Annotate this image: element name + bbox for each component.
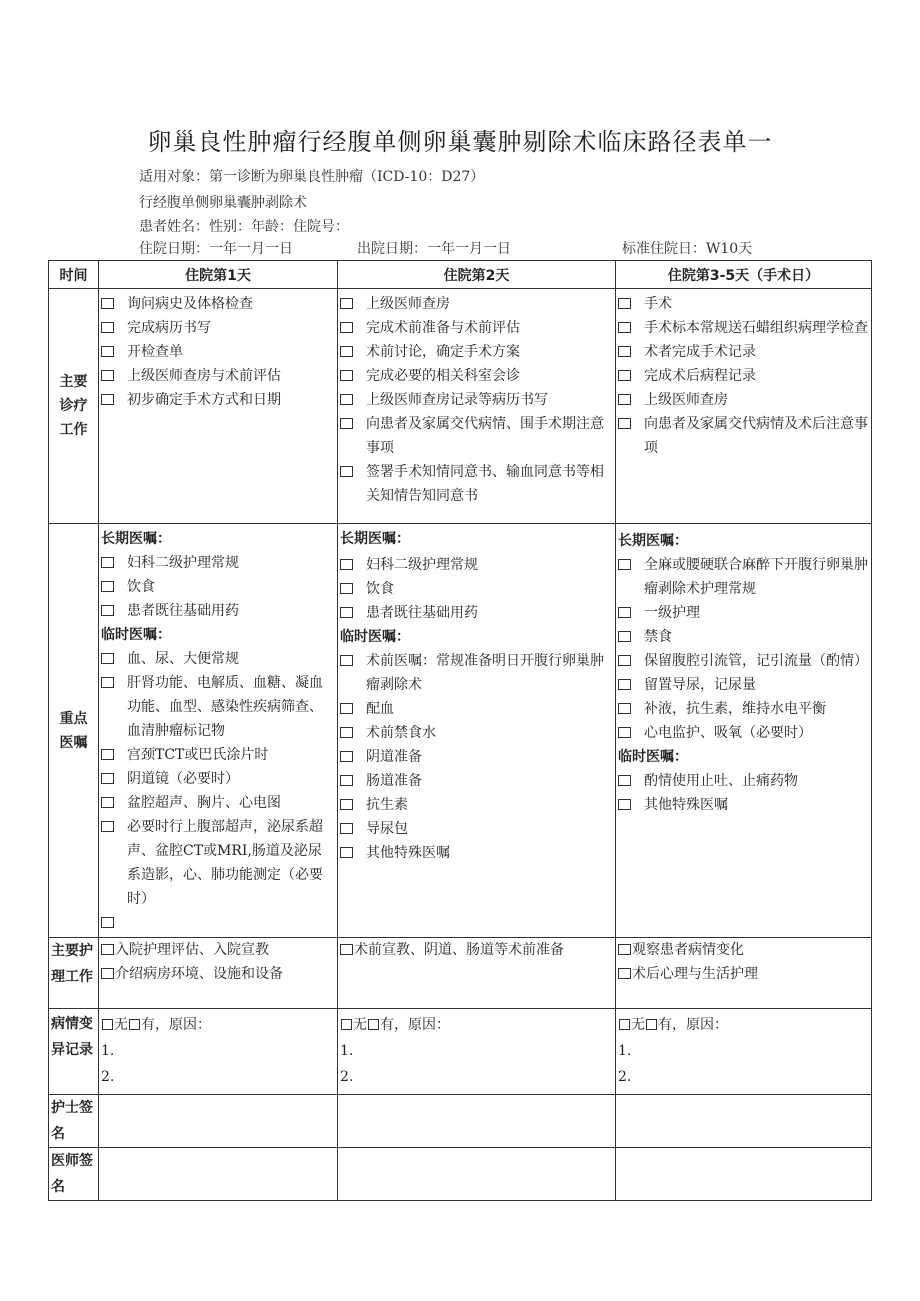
checklist-item-text: 上级医师查房 <box>366 296 450 312</box>
checklist-item <box>101 938 335 962</box>
checkbox[interactable] <box>101 944 114 955</box>
variance-row-label: 病情变异记录 <box>49 1009 99 1095</box>
checkbox[interactable] <box>618 703 631 714</box>
variance-options <box>101 1012 335 1038</box>
orders-day3 <box>616 524 872 938</box>
checklist-item-text: 手术标本常规送石蜡组织病理学检查 <box>644 320 868 336</box>
nursing-day3 <box>616 938 872 1009</box>
nursing-day1 <box>99 938 338 1009</box>
diag-day3 <box>616 289 872 524</box>
checklist-item-text: 禁食 <box>644 629 672 645</box>
checklist-item-text: 上级医师查房 <box>644 392 728 408</box>
variance-yes-label: 有，原因： <box>658 1017 728 1033</box>
checkbox[interactable] <box>340 370 353 381</box>
checklist-item-text: 术前宣教、阴道、肠道等术前准备 <box>354 942 564 958</box>
nurse-sign-day2[interactable] <box>338 1095 616 1148</box>
checkbox[interactable] <box>618 607 631 618</box>
checklist-item-text: 阴道准备 <box>366 749 422 765</box>
checklist-item-text: 饮食 <box>127 579 155 595</box>
clinical-pathway-table <box>48 260 872 1201</box>
checklist-item-text: 开检查单 <box>127 344 183 360</box>
checkbox[interactable] <box>618 322 631 333</box>
variance-yes-label: 有，原因： <box>380 1017 450 1033</box>
checklist-item <box>618 649 869 673</box>
checklist-item-text: 询问病史及体格检查 <box>127 296 253 312</box>
checklist-item-text: 保留腹腔引流管，记引流量（酌情） <box>644 653 868 669</box>
checklist-item <box>618 292 869 316</box>
checklist-item-text <box>127 911 335 928</box>
checkbox-none[interactable] <box>341 1019 352 1030</box>
checklist-item-text: 妇科二级护理常规 <box>127 555 239 571</box>
checklist-item <box>340 817 613 841</box>
orders-day2-temp <box>340 649 613 865</box>
checklist-item <box>340 721 613 745</box>
orders-day3-long <box>618 553 869 745</box>
checklist-item-text: 盆腔超声、胸片、心电图 <box>127 795 281 811</box>
variance-none-label: 无 <box>114 1017 128 1033</box>
checklist-item-text: 术前医嘱：常规准备明日开腹行卵巢肿瘤剥除术 <box>366 653 604 693</box>
document-title: 卵巢良性肿瘤行经腹单侧卵巢囊肿剔除术临床路径表单一 <box>147 128 773 156</box>
variance-options <box>618 1012 869 1038</box>
variance-yes-label: 有，原因： <box>141 1017 211 1033</box>
checklist-item <box>340 697 613 721</box>
doctor-sign-day3[interactable] <box>616 1148 872 1201</box>
checkbox[interactable] <box>101 346 114 357</box>
checklist-item <box>618 697 869 721</box>
checklist-item <box>101 647 335 671</box>
checklist-item <box>340 292 613 316</box>
temporary-orders-label: 临时医嘱： <box>340 629 410 645</box>
long-term-orders-label: 长期医嘱： <box>101 531 171 547</box>
checklist-item-text: 患者既往基础用药 <box>127 603 239 619</box>
admit-date: 住院日期：一年一月一日 <box>139 241 293 257</box>
temporary-orders-label: 临时医嘱： <box>101 627 171 643</box>
checklist-item <box>618 962 869 986</box>
variance-options <box>340 1012 613 1038</box>
checkbox[interactable] <box>618 298 631 309</box>
checkbox[interactable] <box>340 775 353 786</box>
checkbox-none[interactable] <box>102 1019 113 1030</box>
checklist-item <box>340 769 613 793</box>
checklist-item-text: 其他特殊医嘱 <box>366 845 450 861</box>
checklist-item-text: 补液，抗生素，维持水电平衡 <box>644 701 826 717</box>
checkbox-yes[interactable] <box>129 1019 140 1030</box>
checkbox[interactable] <box>340 944 353 955</box>
checkbox[interactable] <box>340 394 353 405</box>
checklist-item <box>618 721 869 745</box>
checklist-item <box>101 551 335 575</box>
checkbox[interactable] <box>340 583 353 594</box>
variance-line-2: 2. <box>340 1069 354 1085</box>
checkbox[interactable] <box>618 799 631 810</box>
checklist-item <box>101 962 335 986</box>
checkbox[interactable] <box>618 559 631 570</box>
checkbox[interactable] <box>340 751 353 762</box>
checklist-item <box>340 841 613 865</box>
checkbox[interactable] <box>618 370 631 381</box>
checklist-item <box>340 412 613 460</box>
variance-line-2: 2. <box>618 1069 632 1085</box>
checklist-item-text: 全麻或腰硬联合麻醉下开腹行卵巢肿瘤剥除术护理常规 <box>644 557 868 597</box>
header-day1: 住院第1天 <box>99 261 338 289</box>
checklist-item <box>618 412 869 460</box>
checkbox[interactable] <box>101 394 114 405</box>
checklist-item-text: 观察患者病情变化 <box>632 942 744 958</box>
checklist-item <box>618 625 869 649</box>
checklist-item <box>340 316 613 340</box>
checkbox[interactable] <box>101 322 114 333</box>
checklist-item <box>618 938 869 962</box>
orders-day1-temp <box>101 647 335 928</box>
checklist-item-text: 肠道准备 <box>366 773 422 789</box>
checklist-item-text: 完成必要的相关科室会诊 <box>366 368 520 384</box>
checkbox[interactable] <box>101 917 114 928</box>
checklist-item <box>101 791 335 815</box>
checkbox[interactable] <box>101 773 114 784</box>
checklist-item-text: 上级医师查房与术前评估 <box>127 368 281 384</box>
nurse-sign-day3[interactable] <box>616 1095 872 1148</box>
checkbox[interactable] <box>340 847 353 858</box>
checklist-item-text: 饮食 <box>366 581 394 597</box>
checklist-item-text: 阴道镜（必要时） <box>127 771 239 787</box>
nursing-row-label: 主要护理工作 <box>49 938 99 1009</box>
checklist-item <box>101 316 335 340</box>
checkbox[interactable] <box>618 394 631 405</box>
doctor-sign-row <box>49 1148 872 1201</box>
discharge-date: 出院日期：一年一月一日 <box>357 241 511 257</box>
doctor-sign-label: 医师签名 <box>49 1148 99 1201</box>
checklist-item <box>618 364 869 388</box>
checklist-item <box>101 292 335 316</box>
checklist-item-text: 其他特殊医嘱 <box>644 797 728 813</box>
checklist-item <box>340 745 613 769</box>
checklist-item <box>340 793 613 817</box>
orders-day3-temp <box>618 769 869 817</box>
checkbox-none[interactable] <box>619 1019 630 1030</box>
checkbox[interactable] <box>618 346 631 357</box>
header-day3: 住院第3-5天（手术日） <box>616 261 872 289</box>
nursing-row <box>49 938 872 1009</box>
checkbox[interactable] <box>618 775 631 786</box>
checklist-item-text: 必要时行上腹部超声，泌尿系超声、盆腔CT或MRI,肠道及泌尿系造影，心、肺功能测定（必要时） <box>127 819 323 907</box>
checklist-item <box>340 388 613 412</box>
orders-day1-long <box>101 551 335 623</box>
orders-day2 <box>338 524 616 938</box>
nurse-sign-row <box>49 1095 872 1148</box>
temporary-orders-label: 临时医嘱： <box>618 749 688 765</box>
checkbox[interactable] <box>340 322 353 333</box>
checklist-item <box>101 340 335 364</box>
variance-day1 <box>99 1009 338 1095</box>
checkbox[interactable] <box>101 749 114 760</box>
checklist-item <box>340 364 613 388</box>
checklist-item <box>101 671 335 743</box>
checklist-item-text: 导尿包 <box>366 821 408 837</box>
checkbox[interactable] <box>101 797 114 808</box>
checkbox[interactable] <box>618 679 631 690</box>
diag-day2 <box>338 289 616 524</box>
checklist-item <box>618 316 869 340</box>
checkbox[interactable] <box>101 370 114 381</box>
checkbox[interactable] <box>340 703 353 714</box>
checklist-item-text: 患者既往基础用药 <box>366 605 478 621</box>
checklist-item-text: 酌情使用止吐、止痛药物 <box>644 773 798 789</box>
nurse-sign-label: 护士签名 <box>49 1095 99 1148</box>
checklist-item <box>101 743 335 767</box>
nurse-sign-day1[interactable] <box>99 1095 338 1148</box>
checkbox-yes[interactable] <box>368 1019 379 1030</box>
header-row <box>49 261 872 289</box>
checklist-item <box>340 577 613 601</box>
checklist-item-text: 完成术前准备与术前评估 <box>366 320 520 336</box>
checkbox[interactable] <box>340 607 353 618</box>
checklist-item-text: 手术 <box>644 296 672 312</box>
checklist-item <box>340 460 613 508</box>
checklist-item-text: 肝肾功能、电解质、血糖、凝血功能、血型、感染性疾病筛查、血清肿瘤标记物 <box>127 675 323 739</box>
orders-row <box>49 524 872 938</box>
checklist-item <box>101 815 335 911</box>
checklist-item-text: 配血 <box>366 701 394 717</box>
checkbox[interactable] <box>618 631 631 642</box>
checklist-item-text: 留置导尿，记尿量 <box>644 677 756 693</box>
variance-line-1: 1. <box>101 1043 115 1059</box>
header-day2: 住院第2天 <box>338 261 616 289</box>
checkbox-yes[interactable] <box>646 1019 657 1030</box>
checklist-item-text: 完成病历书写 <box>127 320 211 336</box>
checkbox[interactable] <box>340 298 353 309</box>
checkbox[interactable] <box>618 418 631 429</box>
checklist-item-text: 签署手术知情同意书、输血同意书等相关知情告知同意书 <box>366 464 604 504</box>
diag-day1 <box>99 289 338 524</box>
checklist-item <box>340 553 613 577</box>
checklist-item-text: 心电监护、吸氧（必要时） <box>644 725 812 741</box>
variance-row <box>49 1009 872 1095</box>
orders-day2-long <box>340 553 613 625</box>
checkbox[interactable] <box>101 605 114 616</box>
checkbox[interactable] <box>618 968 631 979</box>
checklist-item <box>618 673 869 697</box>
orders-day1 <box>99 524 338 938</box>
diag-row <box>49 289 872 524</box>
checkbox[interactable] <box>101 581 114 592</box>
checkbox[interactable] <box>101 298 114 309</box>
checkbox[interactable] <box>101 677 114 688</box>
checklist-item-text: 妇科二级护理常规 <box>366 557 478 573</box>
checkbox[interactable] <box>340 823 353 834</box>
checklist-item-text: 术者完成手术记录 <box>644 344 756 360</box>
nursing-day2 <box>338 938 616 1009</box>
checkbox[interactable] <box>340 466 353 477</box>
checklist-item-text: 完成术后病程记录 <box>644 368 756 384</box>
checklist-item <box>618 388 869 412</box>
checklist-item <box>618 601 869 625</box>
doctor-sign-day1[interactable] <box>99 1148 338 1201</box>
variance-none-label: 无 <box>631 1017 645 1033</box>
checkbox[interactable] <box>101 557 114 568</box>
checklist-item-text: 抗生素 <box>366 797 408 813</box>
checklist-item-text: 血、尿、大便常规 <box>127 651 239 667</box>
patient-info-line: 患者姓名：性别：年龄：住院号： <box>139 219 349 235</box>
checklist-item-text: 入院护理评估、入院宣教 <box>115 942 269 958</box>
checklist-item <box>340 938 613 962</box>
checkbox[interactable] <box>618 727 631 738</box>
checklist-item <box>618 553 869 601</box>
checklist-item <box>101 364 335 388</box>
checklist-item <box>618 769 869 793</box>
long-term-orders-label: 长期医嘱： <box>618 533 688 549</box>
checklist-item-text: 初步确定手术方式和日期 <box>127 392 281 408</box>
checklist-item-text: 介绍病房环境、设施和设备 <box>115 966 283 982</box>
checklist-item <box>101 911 335 928</box>
checkbox[interactable] <box>340 727 353 738</box>
checklist-item-text: 术后心理与生活护理 <box>632 966 758 982</box>
checklist-item <box>101 575 335 599</box>
checklist-item-text: 向患者及家属交代病情及术后注意事项 <box>644 416 868 456</box>
doctor-sign-day2[interactable] <box>338 1148 616 1201</box>
checkbox[interactable] <box>618 944 631 955</box>
checkbox[interactable] <box>340 655 353 666</box>
diag-row-label: 主要诊疗工作 <box>49 289 99 524</box>
checklist-item <box>618 793 869 817</box>
header-time: 时间 <box>49 261 99 289</box>
checkbox[interactable] <box>101 968 114 979</box>
checkbox[interactable] <box>340 799 353 810</box>
checklist-item <box>340 649 613 697</box>
checkbox[interactable] <box>101 653 114 664</box>
variance-day2 <box>338 1009 616 1095</box>
target-line: 适用对象：第一诊断为卵巢良性肿瘤（ICD-10：D27） <box>139 169 485 185</box>
checkbox[interactable] <box>340 418 353 429</box>
variance-line-1: 1. <box>340 1043 354 1059</box>
checklist-item-text: 术前禁食水 <box>366 725 436 741</box>
standard-stay: 标准住院日：W10天 <box>622 241 753 257</box>
variance-day3 <box>616 1009 872 1095</box>
checkbox[interactable] <box>618 655 631 666</box>
checklist-item <box>340 601 613 625</box>
checklist-item-text: 上级医师查房记录等病历书写 <box>366 392 548 408</box>
checklist-item-text: 术前讨论，确定手术方案 <box>366 344 520 360</box>
checkbox[interactable] <box>101 821 114 832</box>
checklist-item <box>101 388 335 412</box>
checklist-item <box>101 599 335 623</box>
checkbox[interactable] <box>340 346 353 357</box>
orders-row-label: 重点医嘱 <box>49 524 99 938</box>
long-term-orders-label: 长期医嘱： <box>340 531 410 547</box>
checklist-item <box>618 340 869 364</box>
variance-line-2: 2. <box>101 1069 115 1085</box>
checklist-item <box>340 340 613 364</box>
checklist-item <box>101 767 335 791</box>
checklist-item-text: 宫颈TCT或巴氏涂片时 <box>127 747 269 763</box>
variance-none-label: 无 <box>353 1017 367 1033</box>
variance-line-1: 1. <box>618 1043 632 1059</box>
checkbox[interactable] <box>340 559 353 570</box>
procedure-line: 行经腹单侧卵巢囊肿剥除术 <box>139 195 307 211</box>
checklist-item-text: 一级护理 <box>644 605 700 621</box>
checklist-item-text: 向患者及家属交代病情、围手术期注意事项 <box>366 416 604 456</box>
